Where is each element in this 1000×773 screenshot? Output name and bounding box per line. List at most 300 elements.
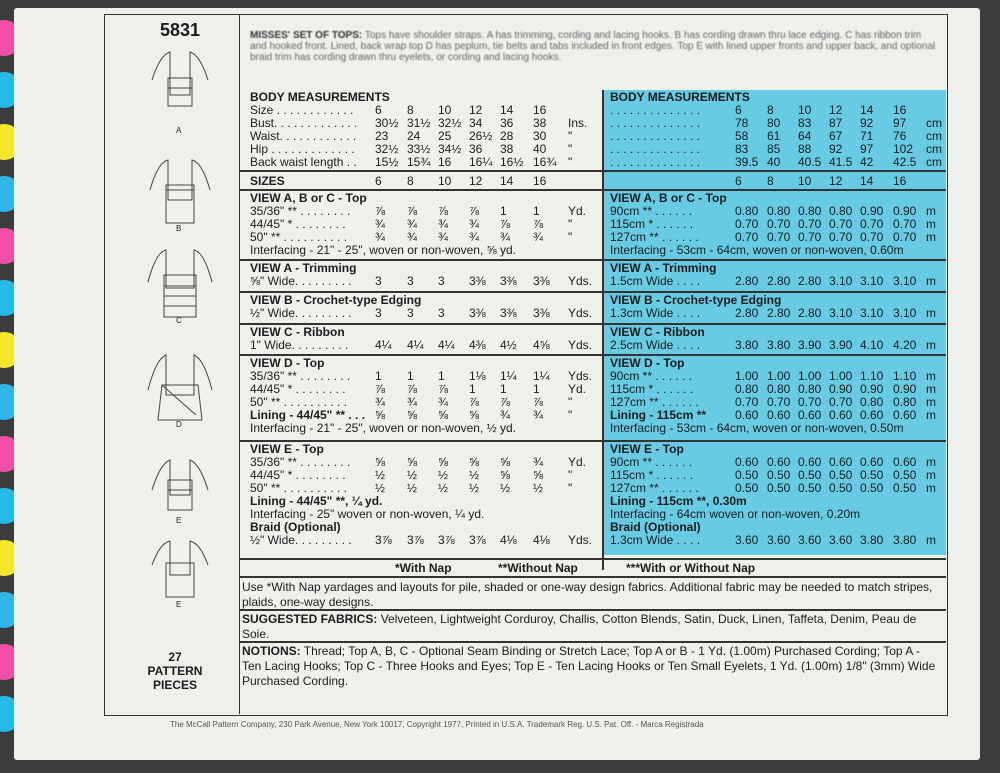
row-value: 15½ <box>375 155 399 169</box>
row-value: 3 <box>375 274 382 288</box>
row-value: 0.50 <box>829 481 853 495</box>
row-value: 0.70 <box>735 395 759 409</box>
row-unit: m <box>926 455 936 469</box>
row-value: 0.50 <box>860 481 884 495</box>
divider <box>240 576 946 578</box>
row-value: 0.70 <box>735 230 759 244</box>
row-value: 0.60 <box>893 455 917 469</box>
view-label-c: C <box>176 316 182 325</box>
section-note: Lining - 115cm **, 0.30m <box>610 494 747 508</box>
notions-label: NOTIONS: <box>242 644 301 658</box>
row-value: 3⅞ <box>375 533 392 547</box>
row-value: 1 <box>533 204 540 218</box>
row-label: 44/45" * . . . . . . . . <box>250 468 346 482</box>
section-title: VIEW A, B or C - Top <box>610 191 727 205</box>
row-value: ⅞ <box>469 395 480 409</box>
row-value: 102 <box>893 142 914 156</box>
row-value: 0.80 <box>798 382 822 396</box>
row-value: ⅞ <box>375 382 386 396</box>
row-value: 61 <box>767 129 781 143</box>
row-value: ⅝ <box>533 468 544 482</box>
row-value: ⅞ <box>407 204 418 218</box>
notions-text: Thread; Top A, B, C - Optional Seam Binding or Stretch Lace; Top A or B - 1 Yd. (1.00m) Purchased Cording; Top A - Ten Lacing Hooks; Top C - Three Hooks and Eyes; Top E - Ten Lacing Hooks or Ten Small Eyelets, 1 Yd. (1.00m) 1/8" (3mm) Wide Purchased Cording. <box>242 644 936 688</box>
row-value: 0.50 <box>893 468 917 482</box>
row-unit: m <box>926 204 936 218</box>
row-value: 33½ <box>407 142 431 156</box>
row-value: ⅞ <box>469 204 480 218</box>
row-label: 35/36" ** . . . . . . . . <box>250 455 351 469</box>
row-value: 0.60 <box>893 408 917 422</box>
section-title: VIEW B - Crochet-type Edging <box>610 293 782 307</box>
publisher-footer: The McCall Pattern Company, 230 Park Avenue, New York 10017, Copyright 1977, Printed in U.S.A. Trademark Reg. U.S. Pat. Off. - Marca Registrada <box>170 720 704 729</box>
row-value: 4⅛ <box>500 533 517 547</box>
section-title: VIEW C - Ribbon <box>610 325 705 339</box>
row-value: 3.60 <box>735 533 759 547</box>
sizes-heading: SIZES <box>250 174 285 188</box>
row-unit: " <box>568 142 573 156</box>
row-label: 35/36" ** . . . . . . . . <box>250 369 351 383</box>
row-label: 50" ** . . . . . . . . . . <box>250 395 347 409</box>
section-title: VIEW E - Top <box>610 442 684 456</box>
row-value: ¾ <box>469 230 480 244</box>
row-value: 40 <box>767 155 781 169</box>
description-title: MISSES' SET OF TOPS: <box>250 30 363 41</box>
row-value: 3 <box>407 274 414 288</box>
row-value: 4¼ <box>375 338 392 352</box>
row-value: 16 <box>893 103 907 117</box>
row-value: 0.70 <box>798 217 822 231</box>
row-value: 41.5 <box>829 155 853 169</box>
row-value: 8 <box>407 174 414 188</box>
view-label-e-front: E <box>176 516 182 525</box>
pattern-pieces-label: PATTERN PIECES <box>147 664 203 692</box>
section-title: VIEW E - Top <box>250 442 324 456</box>
section-title: VIEW D - Top <box>610 356 685 370</box>
row-value: ¾ <box>407 217 418 231</box>
row-value: 6 <box>735 103 742 117</box>
row-value: 1.10 <box>860 369 884 383</box>
row-value: 1 <box>500 204 507 218</box>
view-d-sketch <box>148 355 212 420</box>
row-value: 0.50 <box>829 468 853 482</box>
row-value: 30 <box>533 129 547 143</box>
row-label: Size . . . . . . . . . . . . <box>250 103 354 117</box>
row-value: 14 <box>500 103 514 117</box>
row-value: 1.00 <box>829 369 853 383</box>
row-value: 0.90 <box>829 382 853 396</box>
row-value: 0.60 <box>767 455 791 469</box>
row-unit: cm <box>926 129 942 143</box>
section-title: VIEW A - Trimming <box>610 261 717 275</box>
row-label: 1.5cm Wide . . . . <box>610 274 701 288</box>
row-value: 0.60 <box>829 455 853 469</box>
row-value: ⅞ <box>500 217 511 231</box>
divider <box>240 558 946 560</box>
table-row <box>250 275 600 288</box>
table-row <box>610 534 960 547</box>
row-value: 97 <box>893 116 907 130</box>
row-value: ⅝ <box>375 408 386 422</box>
row-label: . . . . . . . . . . . . . . <box>610 116 701 130</box>
row-value: 3.10 <box>860 274 884 288</box>
row-value: 32½ <box>375 142 399 156</box>
row-value: 16 <box>533 103 547 117</box>
description <box>250 30 940 63</box>
row-value: 0.90 <box>860 204 884 218</box>
row-value: 4⅝ <box>533 338 550 352</box>
row-value: 71 <box>860 129 874 143</box>
row-unit: m <box>926 217 936 231</box>
row-value: 3 <box>438 274 445 288</box>
row-value: 83 <box>735 142 749 156</box>
row-value: 0.50 <box>767 481 791 495</box>
row-label: Lining - 44/45" ** . . . <box>250 408 366 422</box>
row-value: ¾ <box>438 230 449 244</box>
row-value: 3.90 <box>798 338 822 352</box>
row-unit: " <box>568 468 573 482</box>
row-label: 1.3cm Wide . . . . <box>610 533 701 547</box>
row-value: ½ <box>438 468 449 482</box>
row-value: 28 <box>500 129 514 143</box>
row-unit: m <box>926 306 936 320</box>
section-title: VIEW D - Top <box>250 356 325 370</box>
table-row <box>610 156 960 169</box>
row-value: 0.80 <box>893 395 917 409</box>
view-label-a: A <box>176 126 182 135</box>
row-label: Hip . . . . . . . . . . . . . <box>250 142 355 156</box>
row-unit: " <box>568 481 573 495</box>
row-value: 36 <box>500 116 514 130</box>
row-label: 127cm ** . . . . . . <box>610 395 699 409</box>
divider <box>602 170 946 172</box>
row-value: 0.70 <box>829 230 853 244</box>
row-label: 1" Wide. . . . . . . . . <box>250 338 349 352</box>
row-value: 3⅞ <box>469 533 486 547</box>
row-value: ¾ <box>375 217 386 231</box>
table-row <box>250 175 600 188</box>
row-unit: Yds. <box>568 369 593 383</box>
row-value: ⅞ <box>500 395 511 409</box>
row-label: 2.5cm Wide . . . . <box>610 338 701 352</box>
row-value: 38 <box>500 142 514 156</box>
section-note: Lining - 44/45" **, ¼ yd. <box>250 494 383 508</box>
row-value: 4⅜ <box>469 338 486 352</box>
imperial-heading: BODY MEASUREMENTS <box>250 90 390 104</box>
row-value: 0.80 <box>735 382 759 396</box>
view-label-e-back: E <box>176 600 182 609</box>
row-value: 34 <box>469 116 483 130</box>
row-value: ⅝ <box>469 408 480 422</box>
row-value: 42.5 <box>893 155 917 169</box>
row-value: 0.60 <box>798 455 822 469</box>
row-unit: m <box>926 408 936 422</box>
row-value: 0.70 <box>829 395 853 409</box>
row-value: 0.70 <box>860 217 884 231</box>
row-value: 40 <box>533 142 547 156</box>
row-label: Bust. . . . . . . . . . . . . <box>250 116 358 130</box>
row-value: 12 <box>829 174 843 188</box>
row-unit: " <box>568 155 573 169</box>
view-label-d: D <box>176 420 182 429</box>
row-label: . . . . . . . . . . . . . . <box>610 155 701 169</box>
table-row <box>250 307 600 320</box>
row-value: ⅝ <box>375 455 386 469</box>
pattern-pieces-count: 27 <box>168 650 182 664</box>
row-value: ⅝ <box>407 455 418 469</box>
row-value: 0.70 <box>798 395 822 409</box>
row-value: 0.60 <box>735 408 759 422</box>
row-label: Waist. . . . . . . . . . . . <box>250 129 357 143</box>
section-note: Interfacing - 21" - 25", woven or non-woven, ½ yd. <box>250 421 516 435</box>
with-nap-key: *With Nap <box>395 561 452 575</box>
row-value: 3.80 <box>767 338 791 352</box>
row-value: 16 <box>893 174 907 188</box>
row-value: 12 <box>469 174 483 188</box>
view-b-sketch <box>150 160 210 223</box>
row-label: 50" ** . . . . . . . . . . <box>250 230 347 244</box>
row-value: 3.10 <box>893 274 917 288</box>
row-value: 3.10 <box>829 274 853 288</box>
row-unit: m <box>926 533 936 547</box>
row-value: 16¾ <box>533 155 557 169</box>
row-value: ⅞ <box>533 217 544 231</box>
row-value: 3.80 <box>860 533 884 547</box>
row-value: ½ <box>375 468 386 482</box>
row-value: 0.70 <box>735 217 759 231</box>
row-value: 3⅞ <box>407 533 424 547</box>
row-label: 115cm * . . . . . . <box>610 382 694 396</box>
row-value: 0.50 <box>893 481 917 495</box>
row-value: ⅞ <box>533 395 544 409</box>
row-unit: Ins. <box>568 116 588 130</box>
row-value: 10 <box>438 103 452 117</box>
row-label: . . . . . . . . . . . . . . <box>610 142 701 156</box>
notions <box>242 644 942 689</box>
section-note: Interfacing - 25" woven or non-woven, ¼ yd. <box>250 507 485 521</box>
table-row <box>250 339 600 352</box>
row-value: 4.20 <box>893 338 917 352</box>
divider <box>240 641 946 643</box>
row-value: 0.60 <box>829 408 853 422</box>
row-label: ½" Wide. . . . . . . . . <box>250 306 352 320</box>
row-value: 8 <box>767 174 774 188</box>
row-value: ¾ <box>533 455 544 469</box>
row-value: 42 <box>860 155 874 169</box>
row-label: 35/36" ** . . . . . . . . <box>250 204 351 218</box>
row-value: 0.50 <box>798 468 822 482</box>
section-note: Interfacing - 64cm woven or non-woven, 0.20m <box>610 507 861 521</box>
row-value: 3.60 <box>767 533 791 547</box>
row-value: 1 <box>375 369 382 383</box>
row-value: 31½ <box>407 116 431 130</box>
row-value: 1.00 <box>735 369 759 383</box>
row-value: 4¼ <box>407 338 424 352</box>
row-value: 14 <box>500 174 514 188</box>
row-value: ½ <box>407 468 418 482</box>
row-value: 26½ <box>469 129 493 143</box>
row-value: ¾ <box>438 395 449 409</box>
row-value: 0.70 <box>860 230 884 244</box>
row-unit: " <box>568 129 573 143</box>
row-value: 80 <box>767 116 781 130</box>
row-unit: " <box>568 217 573 231</box>
column-divider <box>602 90 604 570</box>
section-title: VIEW A - Trimming <box>250 261 357 275</box>
row-value: 3.60 <box>829 533 853 547</box>
row-label: 44/45" * . . . . . . . . <box>250 217 346 231</box>
row-value: 25 <box>438 129 452 143</box>
row-value: 3⅜ <box>500 306 517 320</box>
metric-heading: BODY MEASUREMENTS <box>610 90 750 104</box>
row-value: 0.80 <box>767 382 791 396</box>
row-value: 64 <box>798 129 812 143</box>
row-value: ¾ <box>533 230 544 244</box>
row-value: ¾ <box>533 408 544 422</box>
row-label: 44/45" * . . . . . . . . <box>250 382 346 396</box>
row-value: 92 <box>829 142 843 156</box>
row-value: 97 <box>860 142 874 156</box>
table-row <box>610 175 960 188</box>
row-value: 8 <box>407 103 414 117</box>
row-value: 16¼ <box>469 155 493 169</box>
row-value: ¾ <box>375 230 386 244</box>
row-value: 15¾ <box>407 155 431 169</box>
row-value: 10 <box>798 103 812 117</box>
description-text: Tops have shoulder straps. A has trimming, cording and lacing hooks. B has cording drawn thru lace edging. C has ribbon trim and hooked front. Lined, back wrap top D has peplum, tie belts and tabs included in front edges. Top E with lined upper fronts and upper back, and optional braid trim has cording drawn thru eyelets, or cording and lacing hooks. <box>250 30 936 63</box>
section-title: VIEW B - Crochet-type Edging <box>250 293 422 307</box>
row-unit: m <box>926 274 936 288</box>
row-value: ½ <box>438 481 449 495</box>
row-label: . . . . . . . . . . . . . . <box>610 129 701 143</box>
row-value: ½ <box>500 481 511 495</box>
row-value: 6 <box>375 103 382 117</box>
row-value: ½ <box>469 468 480 482</box>
divider <box>240 609 946 611</box>
row-value: 12 <box>829 103 843 117</box>
row-value: 3 <box>438 306 445 320</box>
row-value: ¾ <box>375 395 386 409</box>
row-value: 87 <box>829 116 843 130</box>
row-value: 58 <box>735 129 749 143</box>
suggested-fabrics <box>242 612 942 642</box>
section-title: VIEW A, B or C - Top <box>250 191 367 205</box>
pattern-number: 5831 <box>160 20 201 40</box>
row-value: 0.70 <box>893 217 917 231</box>
without-nap-key: **Without Nap <box>498 561 578 575</box>
row-value: 2.80 <box>735 274 759 288</box>
row-value: 12 <box>469 103 483 117</box>
row-value: 0.90 <box>860 382 884 396</box>
row-value: 24 <box>407 129 421 143</box>
row-value: 83 <box>798 116 812 130</box>
row-value: 0.50 <box>735 468 759 482</box>
row-value: 3.10 <box>893 306 917 320</box>
section-note: Braid (Optional) <box>610 520 701 534</box>
row-value: 1.00 <box>798 369 822 383</box>
row-value: 40.5 <box>798 155 822 169</box>
table-row <box>250 156 600 169</box>
row-label: 115cm * . . . . . . <box>610 217 694 231</box>
row-unit: m <box>926 481 936 495</box>
row-value: 1 <box>533 382 540 396</box>
row-label: 127cm ** . . . . . . <box>610 481 699 495</box>
row-value: 10 <box>438 174 452 188</box>
row-value: 1 <box>407 369 414 383</box>
row-value: 3.80 <box>735 338 759 352</box>
row-value: ½ <box>375 481 386 495</box>
row-unit: cm <box>926 142 942 156</box>
row-value: 10 <box>798 174 812 188</box>
row-value: ⅞ <box>438 204 449 218</box>
row-value: 8 <box>767 103 774 117</box>
row-value: ⅝ <box>500 468 511 482</box>
divider <box>240 170 602 172</box>
row-value: ⅝ <box>438 408 449 422</box>
row-value: 3.90 <box>829 338 853 352</box>
row-unit: m <box>926 468 936 482</box>
row-value: ¾ <box>407 230 418 244</box>
row-value: 0.60 <box>735 455 759 469</box>
row-unit: m <box>926 369 936 383</box>
table-row <box>250 534 600 547</box>
table-row <box>610 339 960 352</box>
row-value: 0.80 <box>829 204 853 218</box>
row-value: 3⅜ <box>533 274 550 288</box>
row-value: 0.80 <box>860 395 884 409</box>
row-unit: m <box>926 230 936 244</box>
row-value: 0.70 <box>893 230 917 244</box>
row-value: ⅝ <box>500 455 511 469</box>
row-label: Lining - 115cm ** <box>610 408 707 422</box>
row-value: ¾ <box>469 217 480 231</box>
row-value: 16 <box>438 155 452 169</box>
row-label: 50" ** . . . . . . . . . . <box>250 481 347 495</box>
section-note: Interfacing - 21" - 25", woven or non-woven, ⅝ yd. <box>250 243 516 257</box>
row-value: 36 <box>469 142 483 156</box>
row-value: 0.90 <box>893 382 917 396</box>
row-value: 38 <box>533 116 547 130</box>
row-value: 30½ <box>375 116 399 130</box>
row-value: ¾ <box>500 230 511 244</box>
row-value: 0.70 <box>829 217 853 231</box>
row-value: ½ <box>407 481 418 495</box>
row-value: 92 <box>860 116 874 130</box>
row-value: 2.80 <box>767 306 791 320</box>
row-value: 2.80 <box>798 306 822 320</box>
row-value: 14 <box>860 103 874 117</box>
section-note: Interfacing - 53cm - 64cm, woven or non-woven, 0.50m <box>610 421 904 435</box>
fabrics-label: SUGGESTED FABRICS: <box>242 612 378 626</box>
view-a-sketch <box>152 52 208 106</box>
row-value: ⅝ <box>469 455 480 469</box>
row-value: 4.10 <box>860 338 884 352</box>
row-value: 0.80 <box>735 204 759 218</box>
row-value: 4½ <box>500 338 517 352</box>
row-value: 3⅜ <box>500 274 517 288</box>
row-value: 0.50 <box>860 468 884 482</box>
row-value: ¾ <box>500 408 511 422</box>
row-value: ¾ <box>438 217 449 231</box>
row-value: 0.60 <box>860 408 884 422</box>
row-value: ¾ <box>407 395 418 409</box>
pattern-pieces <box>140 650 210 692</box>
row-value: 23 <box>375 129 389 143</box>
row-value: 88 <box>798 142 812 156</box>
row-value: 3.80 <box>893 533 917 547</box>
row-value: 2.80 <box>735 306 759 320</box>
row-value: 2.80 <box>767 274 791 288</box>
row-value: ⅝ <box>407 408 418 422</box>
